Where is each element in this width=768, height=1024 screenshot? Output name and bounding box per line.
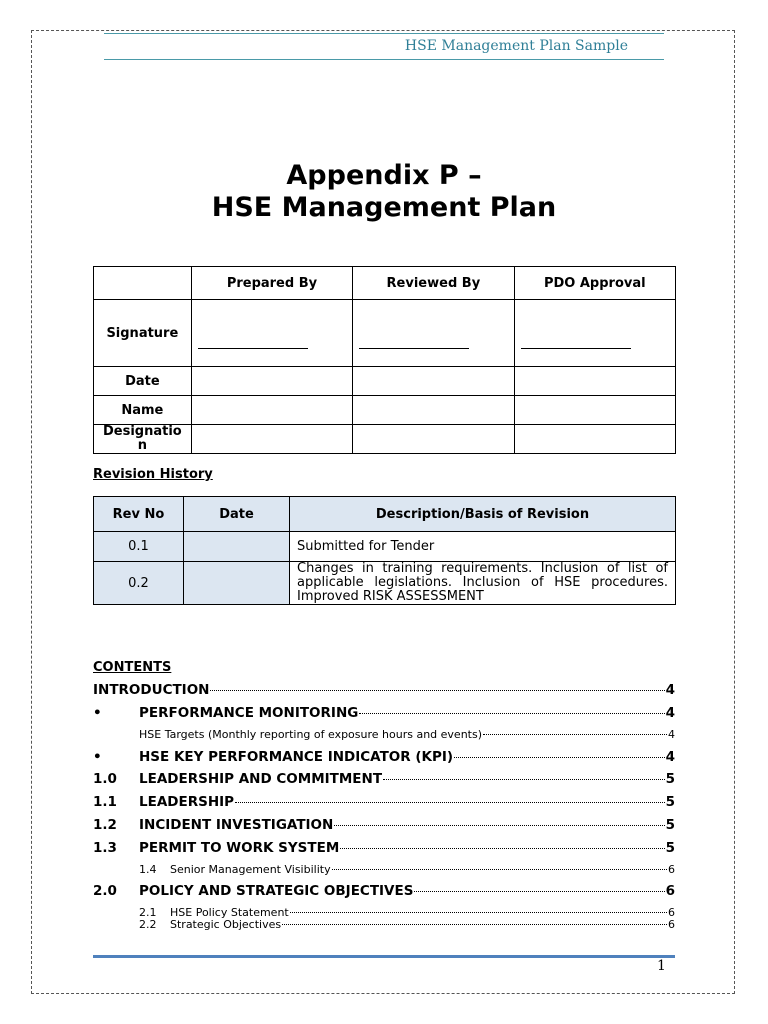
toc-entry-text: Strategic Objectives <box>170 918 282 931</box>
toc-leader-dots <box>210 690 664 691</box>
toc-leader-dots <box>340 848 664 849</box>
signature-table-header-row <box>94 267 676 300</box>
toc-entry-number: 1.3 <box>93 840 117 856</box>
rev-date-cell <box>184 562 290 605</box>
reviewed-by-name-field[interactable] <box>353 396 514 425</box>
toc-entry-number: 2.2 <box>139 918 157 931</box>
description-header: Description/Basis of Revision <box>290 497 676 532</box>
reviewed-by-date-field[interactable] <box>353 367 514 396</box>
toc-entry-policy-and-strategic-objectives[interactable] <box>93 883 675 899</box>
toc-entry-text: PERMIT TO WORK SYSTEM <box>139 840 340 856</box>
row-label-signature: Signature <box>94 300 192 367</box>
toc-entry-page: 5 <box>665 840 675 856</box>
designation-row <box>94 425 676 454</box>
revision-row <box>94 532 676 562</box>
signature-line <box>359 348 469 349</box>
toc-entry-introduction[interactable] <box>93 682 675 698</box>
toc-entry-text: INCIDENT INVESTIGATION <box>139 817 334 833</box>
header-top-rule <box>104 33 664 34</box>
row-label-date: Date <box>94 367 192 396</box>
toc-leader-dots <box>359 713 664 714</box>
toc-leader-dots <box>483 734 667 735</box>
toc-entry-incident-investigation[interactable] <box>93 817 675 833</box>
toc-entry-page: 6 <box>665 883 675 899</box>
toc-leader-dots <box>414 891 664 892</box>
date-row <box>94 367 676 396</box>
toc-entry-number: 1.1 <box>93 794 117 810</box>
rev-no-cell: 0.2 <box>94 562 184 605</box>
revision-history-heading: Revision History <box>93 467 213 482</box>
row-label-name: Name <box>94 396 192 425</box>
prepared-by-designation-field[interactable] <box>191 425 352 454</box>
page-number: 1 <box>657 958 666 974</box>
header-prepared-by: Prepared By <box>191 267 352 300</box>
toc-entry-text: PERFORMANCE MONITORING <box>139 705 359 721</box>
signature-line <box>198 348 308 349</box>
toc-entry-leadership-and-commitment[interactable] <box>93 771 675 787</box>
rev-no-cell: 0.1 <box>94 532 184 562</box>
toc-entry-text: POLICY AND STRATEGIC OBJECTIVES <box>139 883 414 899</box>
header-bottom-rule <box>104 59 664 60</box>
row-label-designation: Designatio n <box>94 425 192 454</box>
pdo-approval-date-field[interactable] <box>514 367 675 396</box>
header-cell-blank <box>94 267 192 300</box>
toc-entry-page: 4 <box>668 728 675 741</box>
signature-table <box>93 266 676 454</box>
toc-leader-dots <box>235 802 665 803</box>
toc-entry-performance-monitoring[interactable] <box>93 705 675 721</box>
toc-entry-number: 1.0 <box>93 771 117 787</box>
toc-entry-page: 5 <box>665 771 675 787</box>
rev-no-header: Rev No <box>94 497 184 532</box>
prepared-by-signature-field[interactable] <box>191 300 352 367</box>
footer-rule <box>93 955 675 958</box>
contents-heading: CONTENTS <box>93 660 172 675</box>
toc-entry-number: 1.4 <box>139 863 157 876</box>
prepared-by-name-field[interactable] <box>191 396 352 425</box>
pdo-approval-name-field[interactable] <box>514 396 675 425</box>
toc-entry-senior-management-visibility[interactable] <box>139 863 675 876</box>
toc-entry-number: 2.1 <box>139 906 157 919</box>
prepared-by-date-field[interactable] <box>191 367 352 396</box>
toc-leader-dots <box>334 825 664 826</box>
toc-entry-page: 6 <box>668 863 675 876</box>
revision-row <box>94 562 676 605</box>
header-pdo-approval: PDO Approval <box>514 267 675 300</box>
rev-description-cell: Submitted for Tender <box>290 532 676 562</box>
signature-row <box>94 300 676 367</box>
document-title-line2: HSE Management Plan <box>211 192 557 223</box>
revision-table <box>93 496 676 605</box>
toc-leader-dots <box>383 779 665 780</box>
toc-leader-dots <box>454 757 665 758</box>
date-header: Date <box>184 497 290 532</box>
header-reviewed-by: Reviewed By <box>353 267 514 300</box>
toc-entry-number: 1.2 <box>93 817 117 833</box>
pdo-approval-designation-field[interactable] <box>514 425 675 454</box>
toc-entry-text: HSE KEY PERFORMANCE INDICATOR (KPI) <box>139 749 454 765</box>
reviewed-by-designation-field[interactable] <box>353 425 514 454</box>
toc-entry-hse-targets[interactable] <box>139 728 675 741</box>
toc-entry-text: INTRODUCTION <box>93 682 210 698</box>
toc-entry-page: 5 <box>665 794 675 810</box>
bullet-icon: • <box>93 749 102 765</box>
toc-leader-dots <box>332 869 667 870</box>
toc-entry-leadership[interactable] <box>93 794 675 810</box>
rev-description-cell: Changes in training requirements. Inclusion of list of applicable legislations. Inclusion of HSE procedures. Improved RISK ASSESSMENT <box>290 562 676 605</box>
toc-entry-page: 4 <box>665 682 675 698</box>
bullet-icon: • <box>93 705 102 721</box>
signature-line <box>521 348 631 349</box>
toc-leader-dots <box>282 924 667 925</box>
toc-entry-text: LEADERSHIP AND COMMITMENT <box>139 771 383 787</box>
toc-entry-hse-kpi[interactable] <box>93 749 675 765</box>
toc-entry-permit-to-work[interactable] <box>93 840 675 856</box>
toc-entry-text: HSE Targets (Monthly reporting of exposure hours and events) <box>139 728 483 741</box>
pdo-approval-signature-field[interactable] <box>514 300 675 367</box>
revision-header-row <box>94 497 676 532</box>
toc-entry-page: 6 <box>668 906 675 919</box>
document-title-line1: Appendix P – <box>286 160 482 191</box>
header-title: HSE Management Plan Sample <box>404 38 628 54</box>
toc-entry-text: LEADERSHIP <box>139 794 235 810</box>
toc-leader-dots <box>290 912 667 913</box>
rev-date-cell <box>184 532 290 562</box>
toc-entry-strategic-objectives[interactable] <box>139 918 675 931</box>
toc-entry-page: 4 <box>665 705 675 721</box>
toc-entry-text: Senior Management Visibility <box>170 863 331 876</box>
reviewed-by-signature-field[interactable] <box>353 300 514 367</box>
name-row <box>94 396 676 425</box>
toc-entry-text: HSE Policy Statement <box>170 906 289 919</box>
toc-entry-page: 4 <box>665 749 675 765</box>
toc-entry-page: 6 <box>668 918 675 931</box>
toc-entry-page: 5 <box>665 817 675 833</box>
toc-entry-number: 2.0 <box>93 883 117 899</box>
